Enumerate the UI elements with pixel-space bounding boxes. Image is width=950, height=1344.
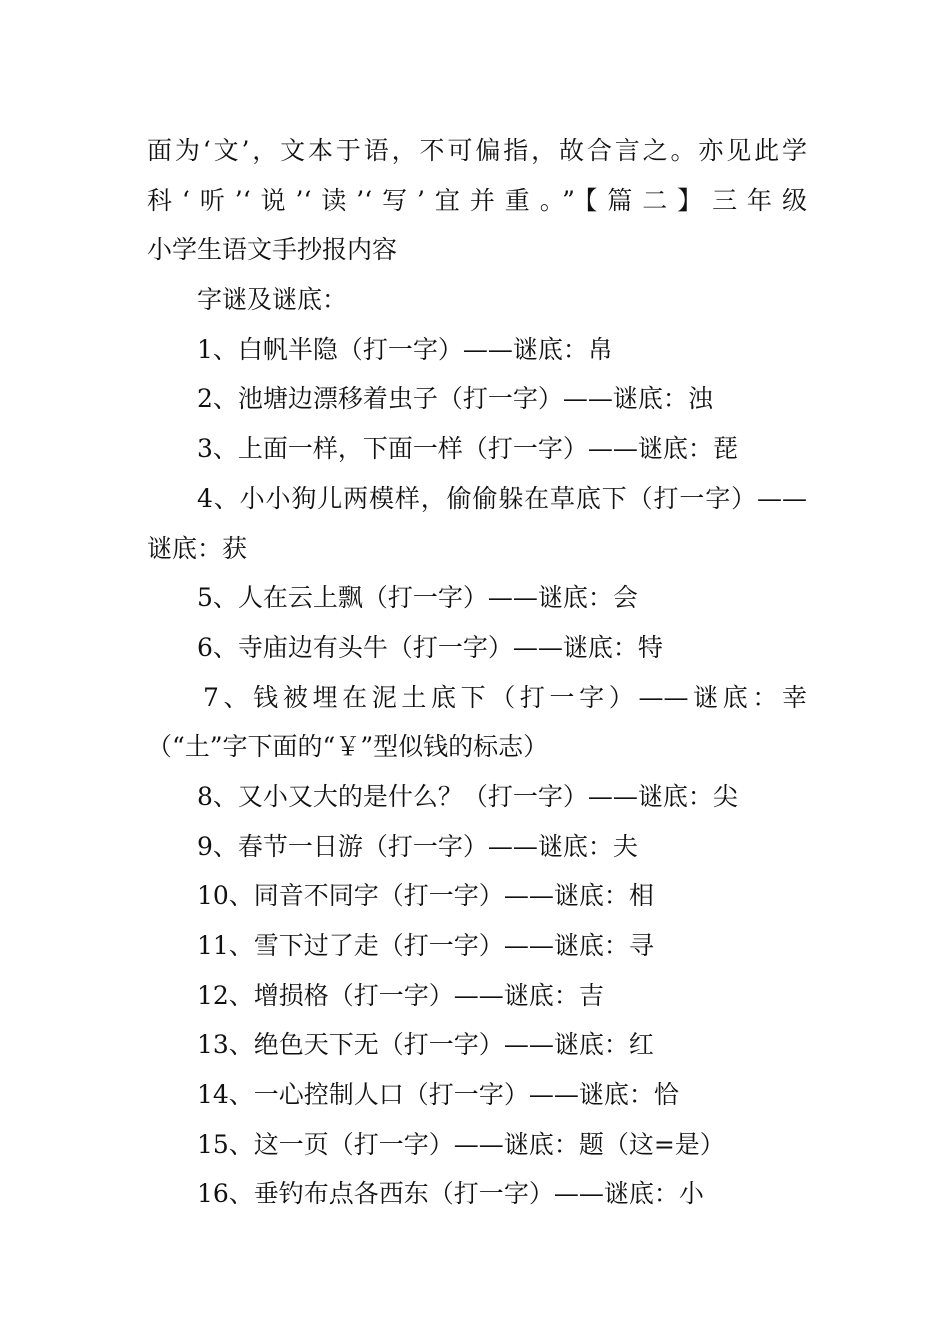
riddle-item: 3、上面一样，下面一样（打一字）——谜底：琵 — [197, 434, 738, 464]
riddle-item: 4、小小狗儿两模样，偷偷躲在草底下（打一字）—— — [197, 483, 807, 513]
riddle-item: 10、同音不同字（打一字）——谜底：相 — [197, 881, 654, 911]
riddle-item: 1、白帆半隐（打一字）——谜底：帛 — [197, 334, 613, 364]
riddle-item: 2、池塘边漂移着虫子（打一字）——谜底：浊 — [197, 384, 713, 414]
riddle-item: 12、增损格（打一字）——谜底：吉 — [197, 980, 604, 1010]
document-body — [147, 126, 807, 1219]
riddle-item: 8、又小又大的是什么？（打一字）——谜底：尖 — [197, 781, 738, 811]
riddle-item: 11、雪下过了走（打一字）——谜底：寻 — [197, 931, 654, 960]
riddle-item: 16、垂钓布点各西东（打一字）——谜底：小 — [197, 1179, 704, 1209]
riddle-item: 15、这一页（打一字）——谜底：题（这=是） — [197, 1129, 725, 1159]
riddle-item: 7、钱被埋在泥土底下（打一字）——谜底：幸 — [203, 682, 807, 712]
riddle-item-continuation: 谜底：获 — [147, 533, 248, 563]
riddle-item: 9、春节一日游（打一字）——谜底：夫 — [197, 831, 638, 861]
riddle-item: 13、绝色天下无（打一字）——谜底：红 — [197, 1030, 654, 1060]
paragraph-line: 面为‘文’，文本于语，不可偏指，故合言之。亦见此学 — [147, 136, 807, 165]
riddle-item: 6、寺庙边有头牛（打一字）——谜底：特 — [197, 632, 663, 662]
riddle-item: 5、人在云上飘（打一字）——谜底：会 — [197, 583, 638, 613]
riddle-item: 14、一心控制人口（打一字）——谜底：恰 — [197, 1080, 679, 1110]
riddle-item-continuation: （“土”字下面的“￥”型似钱的标志） — [147, 732, 549, 762]
section-heading: 字谜及谜底： — [197, 285, 348, 315]
paragraph-line: 科‘听’‘说’‘读’‘写’宜并重。”【篇二】三年级 — [147, 185, 807, 215]
paragraph-line: 小学生语文手抄报内容 — [147, 235, 398, 265]
